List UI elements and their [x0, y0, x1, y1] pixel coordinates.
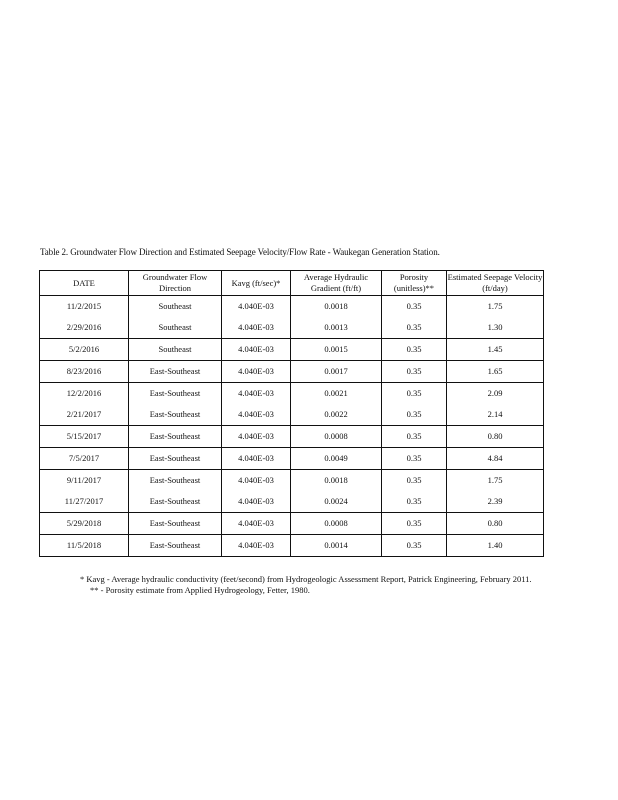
table-row — [40, 513, 544, 535]
cell-kavg: 4.040E-03 — [222, 404, 291, 426]
table-row — [40, 491, 544, 513]
cell-date: 5/29/2018 — [40, 513, 129, 535]
header-kavg: Kavg (ft/sec)* — [222, 271, 291, 296]
table-row — [40, 448, 544, 470]
cell-seepage-velocity: 2.39 — [447, 491, 544, 513]
cell-flow-direction: East-Southeast — [129, 404, 222, 426]
cell-flow-direction: East-Southeast — [129, 513, 222, 535]
cell-kavg: 4.040E-03 — [222, 513, 291, 535]
cell-porosity: 0.35 — [382, 404, 447, 426]
cell-flow-direction: East-Southeast — [129, 491, 222, 513]
cell-kavg: 4.040E-03 — [222, 296, 291, 318]
table-row — [40, 339, 544, 361]
cell-hydraulic-gradient: 0.0017 — [291, 361, 382, 383]
cell-seepage-velocity: 2.09 — [447, 383, 544, 405]
cell-porosity: 0.35 — [382, 296, 447, 318]
cell-flow-direction: Southeast — [129, 317, 222, 339]
header-seepage-velocity: Estimated Seepage Velocity (ft/day) — [447, 271, 544, 296]
cell-kavg: 4.040E-03 — [222, 361, 291, 383]
cell-flow-direction: East-Southeast — [129, 535, 222, 557]
table-row — [40, 426, 544, 448]
cell-flow-direction: East-Southeast — [129, 383, 222, 405]
cell-seepage-velocity: 1.30 — [447, 317, 544, 339]
cell-kavg: 4.040E-03 — [222, 339, 291, 361]
seepage-table — [39, 270, 544, 557]
cell-seepage-velocity: 1.40 — [447, 535, 544, 557]
cell-kavg: 4.040E-03 — [222, 426, 291, 448]
cell-porosity: 0.35 — [382, 491, 447, 513]
table-row — [40, 317, 544, 339]
cell-flow-direction: East-Southeast — [129, 426, 222, 448]
cell-hydraulic-gradient: 0.0014 — [291, 535, 382, 557]
cell-date: 9/11/2017 — [40, 470, 129, 492]
cell-seepage-velocity: 1.45 — [447, 339, 544, 361]
cell-porosity: 0.35 — [382, 513, 447, 535]
cell-hydraulic-gradient: 0.0018 — [291, 296, 382, 318]
cell-flow-direction: East-Southeast — [129, 361, 222, 383]
cell-seepage-velocity: 2.14 — [447, 404, 544, 426]
table-body — [40, 296, 544, 557]
cell-date: 11/27/2017 — [40, 491, 129, 513]
footnote-porosity: ** - Porosity estimate from Applied Hydrogeology, Fetter, 1980. — [90, 585, 310, 595]
cell-date: 11/5/2018 — [40, 535, 129, 557]
cell-seepage-velocity: 0.80 — [447, 426, 544, 448]
footnotes — [80, 574, 532, 596]
header-porosity: Porosity (unitless)** — [382, 271, 447, 296]
cell-porosity: 0.35 — [382, 448, 447, 470]
cell-hydraulic-gradient: 0.0015 — [291, 339, 382, 361]
cell-seepage-velocity: 1.65 — [447, 361, 544, 383]
cell-flow-direction: Southeast — [129, 339, 222, 361]
footnote-kavg: * Kavg - Average hydraulic conductivity (feet/second) from Hydrogeologic Assessment Report, Patrick Engineering, February 2011. — [80, 574, 532, 584]
cell-date: 7/5/2017 — [40, 448, 129, 470]
header-flow-direction: Groundwater Flow Direction — [129, 271, 222, 296]
table-row — [40, 535, 544, 557]
cell-porosity: 0.35 — [382, 470, 447, 492]
cell-kavg: 4.040E-03 — [222, 383, 291, 405]
cell-date: 12/2/2016 — [40, 383, 129, 405]
cell-porosity: 0.35 — [382, 383, 447, 405]
cell-hydraulic-gradient: 0.0008 — [291, 513, 382, 535]
table-caption: Table 2. Groundwater Flow Direction and Estimated Seepage Velocity/Flow Rate - Waukegan Generation Station. — [40, 247, 440, 257]
cell-hydraulic-gradient: 0.0008 — [291, 426, 382, 448]
cell-kavg: 4.040E-03 — [222, 448, 291, 470]
cell-kavg: 4.040E-03 — [222, 535, 291, 557]
cell-flow-direction: East-Southeast — [129, 448, 222, 470]
cell-hydraulic-gradient: 0.0021 — [291, 383, 382, 405]
cell-kavg: 4.040E-03 — [222, 470, 291, 492]
cell-flow-direction: East-Southeast — [129, 470, 222, 492]
table-row — [40, 470, 544, 492]
table-row — [40, 383, 544, 405]
cell-hydraulic-gradient: 0.0022 — [291, 404, 382, 426]
cell-flow-direction: Southeast — [129, 296, 222, 318]
cell-hydraulic-gradient: 0.0024 — [291, 491, 382, 513]
cell-date: 11/2/2015 — [40, 296, 129, 318]
cell-seepage-velocity: 1.75 — [447, 470, 544, 492]
cell-porosity: 0.35 — [382, 535, 447, 557]
cell-seepage-velocity: 4.84 — [447, 448, 544, 470]
table-row — [40, 296, 544, 318]
table-row — [40, 404, 544, 426]
cell-date: 2/29/2016 — [40, 317, 129, 339]
table-row — [40, 361, 544, 383]
cell-porosity: 0.35 — [382, 339, 447, 361]
cell-porosity: 0.35 — [382, 426, 447, 448]
table-header-row — [40, 271, 544, 296]
cell-porosity: 0.35 — [382, 361, 447, 383]
header-date: DATE — [40, 271, 129, 296]
cell-porosity: 0.35 — [382, 317, 447, 339]
cell-hydraulic-gradient: 0.0018 — [291, 470, 382, 492]
cell-seepage-velocity: 1.75 — [447, 296, 544, 318]
cell-date: 2/21/2017 — [40, 404, 129, 426]
cell-seepage-velocity: 0.80 — [447, 513, 544, 535]
cell-date: 5/2/2016 — [40, 339, 129, 361]
cell-kavg: 4.040E-03 — [222, 317, 291, 339]
cell-hydraulic-gradient: 0.0049 — [291, 448, 382, 470]
cell-date: 8/23/2016 — [40, 361, 129, 383]
cell-date: 5/15/2017 — [40, 426, 129, 448]
cell-hydraulic-gradient: 0.0013 — [291, 317, 382, 339]
header-hydraulic-gradient: Average Hydraulic Gradient (ft/ft) — [291, 271, 382, 296]
cell-kavg: 4.040E-03 — [222, 491, 291, 513]
